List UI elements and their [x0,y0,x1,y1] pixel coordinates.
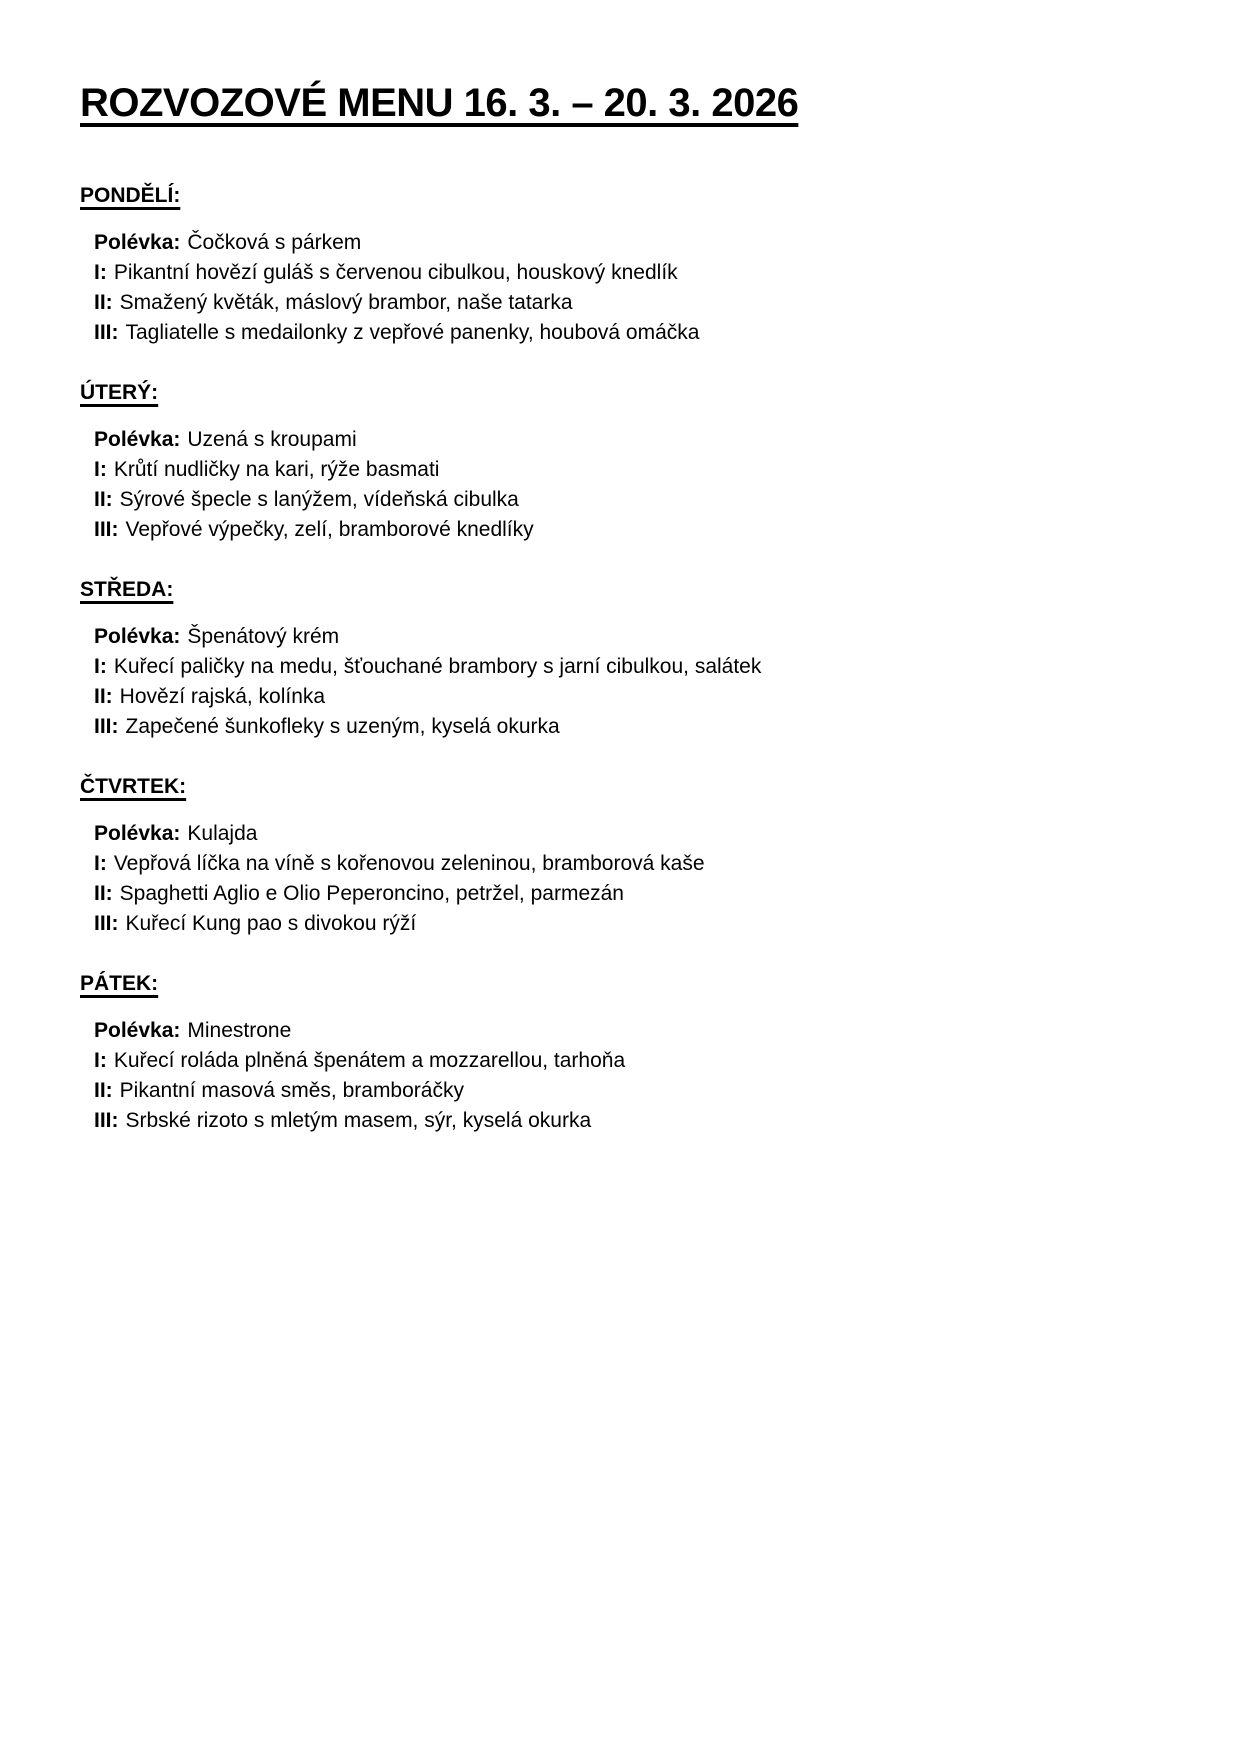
soup-line [94,1016,1180,1046]
day-heading: PÁTEK: [80,972,159,995]
soup-line [94,425,1180,455]
day-section-tuesday [80,381,1180,545]
day-heading-row [80,381,1180,405]
menu-line-label: III: [94,715,119,738]
day-section-friday [80,972,1180,1136]
day-heading: PONDĚLÍ: [80,184,181,207]
soup-label: Polévka: [94,1019,181,1042]
menu-line-3 [94,909,1180,939]
soup-line [94,819,1180,849]
menu-line-1 [94,455,1180,485]
menu-line-label: I: [94,458,107,481]
day-heading: STŘEDA: [80,578,174,601]
soup-value: Čočková s párkem [187,231,362,254]
day-heading: ÚTERÝ: [80,381,159,404]
menu-line-label: III: [94,1109,119,1132]
menu-line-text: Kuřecí Kung pao s divokou rýží [125,912,417,935]
title-row [80,80,1180,126]
menu-line-text: Srbské rizoto s mletým masem, sýr, kyselá okurka [125,1109,592,1132]
menu-line-text: Vepřové výpečky, zelí, bramborové knedlíky [125,518,534,541]
menu-line-1 [94,258,1180,288]
soup-label: Polévka: [94,428,181,451]
menu-line-label: II: [94,882,113,905]
menu-line-2 [94,485,1180,515]
day-heading-row [80,184,1180,208]
menu-line-text: Hovězí rajská, kolínka [119,685,326,708]
menu-line-text: Spaghetti Aglio e Olio Peperoncino, petržel, parmezán [119,882,624,905]
menu-line-3 [94,712,1180,742]
page-title: ROZVOZOVÉ MENU 16. 3. – 20. 3. 2026 [80,81,799,125]
soup-label: Polévka: [94,625,181,648]
soup-value: Uzená s kroupami [187,428,357,451]
menu-line-label: II: [94,291,113,314]
soup-line [94,622,1180,652]
menu-line-label: I: [94,655,107,678]
menu-line-label: III: [94,321,119,344]
soup-label: Polévka: [94,231,181,254]
menu-line-label: I: [94,261,107,284]
menu-line-text: Kuřecí roláda plněná špenátem a mozzarellou, tarhoňa [113,1049,626,1072]
day-heading-row [80,775,1180,799]
menu-line-3 [94,515,1180,545]
soup-value: Kulajda [187,822,258,845]
menu-line-label: II: [94,488,113,511]
menu-line-text: Vepřová líčka na víně s kořenovou zeleninou, bramborová kaše [113,852,705,875]
menu-line-text: Smažený květák, máslový brambor, naše tatarka [119,291,573,314]
day-section-monday [80,184,1180,348]
menu-line-3 [94,1106,1180,1136]
day-heading-row [80,972,1180,996]
menu-line-label: II: [94,685,113,708]
menu-line-text: Sýrové špecle s lanýžem, vídeňská cibulka [119,488,519,511]
menu-line-1 [94,652,1180,682]
menu-line-text: Pikantní hovězí guláš s červenou cibulkou, houskový knedlík [113,261,678,284]
menu-line-label: II: [94,1079,113,1102]
soup-label: Polévka: [94,822,181,845]
menu-line-text: Kuřecí paličky na medu, šťouchané brambory s jarní cibulkou, salátek [113,655,762,678]
day-heading: ČTVRTEK: [80,775,187,798]
menu-line-label: I: [94,852,107,875]
menu-line-2 [94,879,1180,909]
menu-line-1 [94,849,1180,879]
menu-line-label: III: [94,912,119,935]
menu-line-2 [94,288,1180,318]
menu-line-text: Zapečené šunkofleky s uzeným, kyselá okurka [125,715,560,738]
menu-line-2 [94,1076,1180,1106]
menu-line-label: I: [94,1049,107,1072]
soup-line [94,228,1180,258]
menu-line-label: III: [94,518,119,541]
menu-line-text: Krůtí nudličky na kari, rýže basmati [113,458,440,481]
day-section-thursday [80,775,1180,939]
day-heading-row [80,578,1180,602]
menu-line-text: Pikantní masová směs, bramboráčky [119,1079,464,1102]
soup-value: Špenátový krém [187,625,340,648]
menu-line-3 [94,318,1180,348]
soup-value: Minestrone [187,1019,292,1042]
menu-line-2 [94,682,1180,712]
day-section-wednesday [80,578,1180,742]
menu-line-1 [94,1046,1180,1076]
menu-line-text: Tagliatelle s medailonky z vepřové panenky, houbová omáčka [125,321,700,344]
